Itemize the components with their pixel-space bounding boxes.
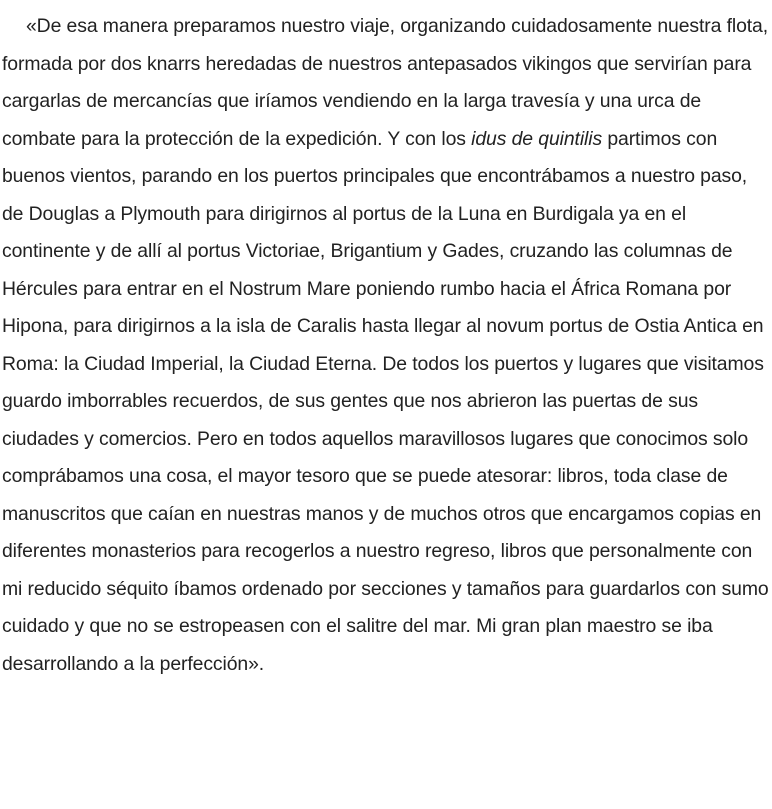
emphasized-phrase: idus de quintilis xyxy=(471,127,603,150)
paragraph-text-start: «De esa manera preparamos nuestro viaje, organizando cuidadosamente nuestra flota, formada por dos knarrs heredadas de nuestros antepasados vikingos que servirían para cargarlas de mercancías que iríamos vendiendo en la larga travesía y una urca de combate para la protección de la expedición. Y con los xyxy=(2,15,769,150)
body-paragraph xyxy=(2,8,772,683)
paragraph-text-end: partimos con buenos vientos, parando en los puertos principales que encontrábamos a nuestro paso, de Douglas a Plymouth para dirigirnos al portus de la Luna en Burdigala ya en el continente y de allí al portus Victoriae, Brigantium y Gades, cruzando las columnas de Hércules para entrar en el Nostrum Mare poniendo rumbo hacia el África Romana por Hipona, para dirigirnos a la isla de Caralis hasta llegar al novum portus de Ostia Antica en Roma: la Ciudad Imperial, la Ciudad Eterna. De todos los puertos y lugares que visitamos guardo imborrables recuerdos, de sus gentes que nos abrieron las puertas de sus ciudades y comercios. Pero en todos aquellos maravillosos lugares que conocimos solo comprábamos una cosa, el mayor tesoro que se puede atesorar: libros, toda clase de manuscritos que caían en nuestras manos y de muchos otros que encargamos copias en diferentes monasterios para recogerlos a nuestro regreso, libros que personalmente con mi reducido séquito íbamos ordenado por secciones y tamaños para guardarlos con sumo cuidado y que no se estropeasen con el salitre del mar. Mi gran plan maestro se iba desarrollando a la perfección». xyxy=(2,127,769,675)
